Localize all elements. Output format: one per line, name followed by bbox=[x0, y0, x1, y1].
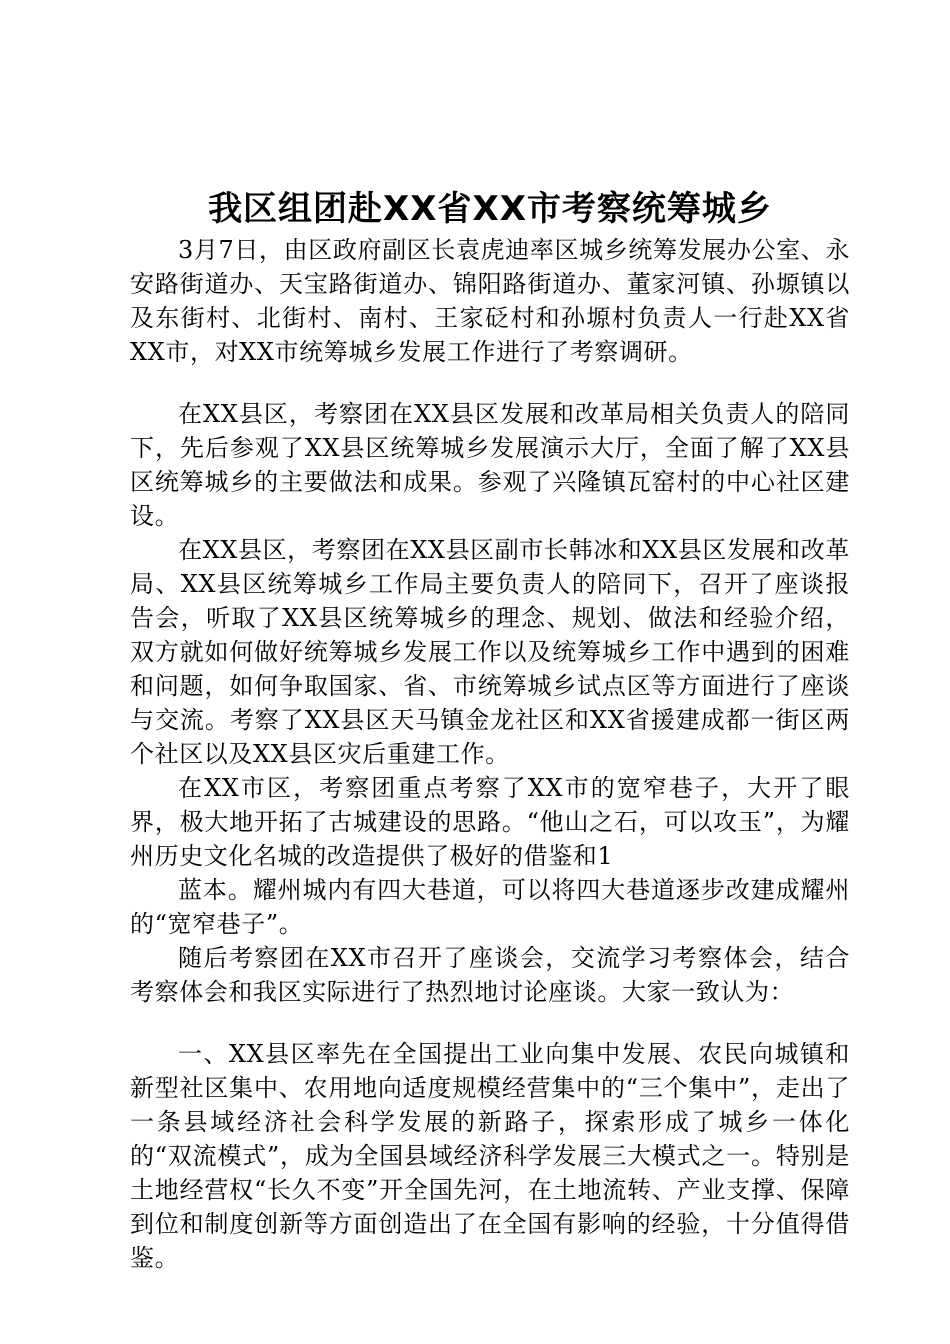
paragraph-4-continuation: 蓝本。耀州城内有四大巷道，可以将四大巷道逐步改建成耀州的“宽窄巷子”。 bbox=[130, 876, 850, 938]
paragraph-5: 随后考察团在XX市召开了座谈会，交流学习考察体会，结合考察体会和我区实际进行了热烈地讨论座谈。大家一致认为： bbox=[130, 944, 850, 1006]
paragraph-4: 在XX市区，考察团重点考察了XX市的宽窄巷子，大开了眼界，极大地开拓了古城建设的思路。“他山之石，可以攻玉”，为耀州历史文化名城的改造提供了极好的借鉴和1 bbox=[130, 774, 850, 870]
paragraph-1: 3月7日，由区政府副区长袁虎迪率区城乡统筹发展办公室、永安路街道办、天宝路街道办、锦阳路街道办、董家河镇、孙塬镇以及东街村、北街村、南村、王家砭村和孙塬村负责人一行赴XX省XX市，对XX市统筹城乡发展工作进行了考察调研。 bbox=[130, 236, 850, 366]
paragraph-2: 在XX县区，考察团在XX县区发展和改革局相关负责人的陪同下，先后参观了XX县区统筹城乡发展演示大厅，全面了解了XX县区统筹城乡的主要做法和成果。参观了兴隆镇瓦窑村的中心社区建设。 bbox=[130, 400, 850, 530]
paragraph-3: 在XX县区，考察团在XX县区副市长韩冰和XX县区发展和改革局、XX县区统筹城乡工作局主要负责人的陪同下，召开了座谈报告会，听取了XX县区统筹城乡的理念、规划、做法和经验介绍，双方就如何做好统筹城乡发展工作以及统筹城乡工作中遇到的困难和问题，如何争取国家、省、市统筹城乡试点区等方面进行了座谈与交流。考察了XX县区天马镇金龙社区和XX省援建成都一街区两个社区以及XX县区灾后重建工作。 bbox=[130, 536, 850, 768]
paragraph-6: 一、XX县区率先在全国提出工业向集中发展、农民向城镇和新型社区集中、农用地向适度规模经营集中的“三个集中”，走出了一条县域经济社会科学发展的新路子，探索形成了城乡一体化的“双流模式”，成为全国县域经济科学发展三大模式之一。特别是土地经营权“长久不变”开全国先河，在土地流转、产业支撑、保障到位和制度创新等方面创造出了在全国有影响的经验，十分值得借鉴。 bbox=[130, 1040, 850, 1272]
document-title: 我区组团赴XX省XX市考察统筹城乡 bbox=[208, 189, 772, 229]
document-page bbox=[130, 185, 850, 1275]
